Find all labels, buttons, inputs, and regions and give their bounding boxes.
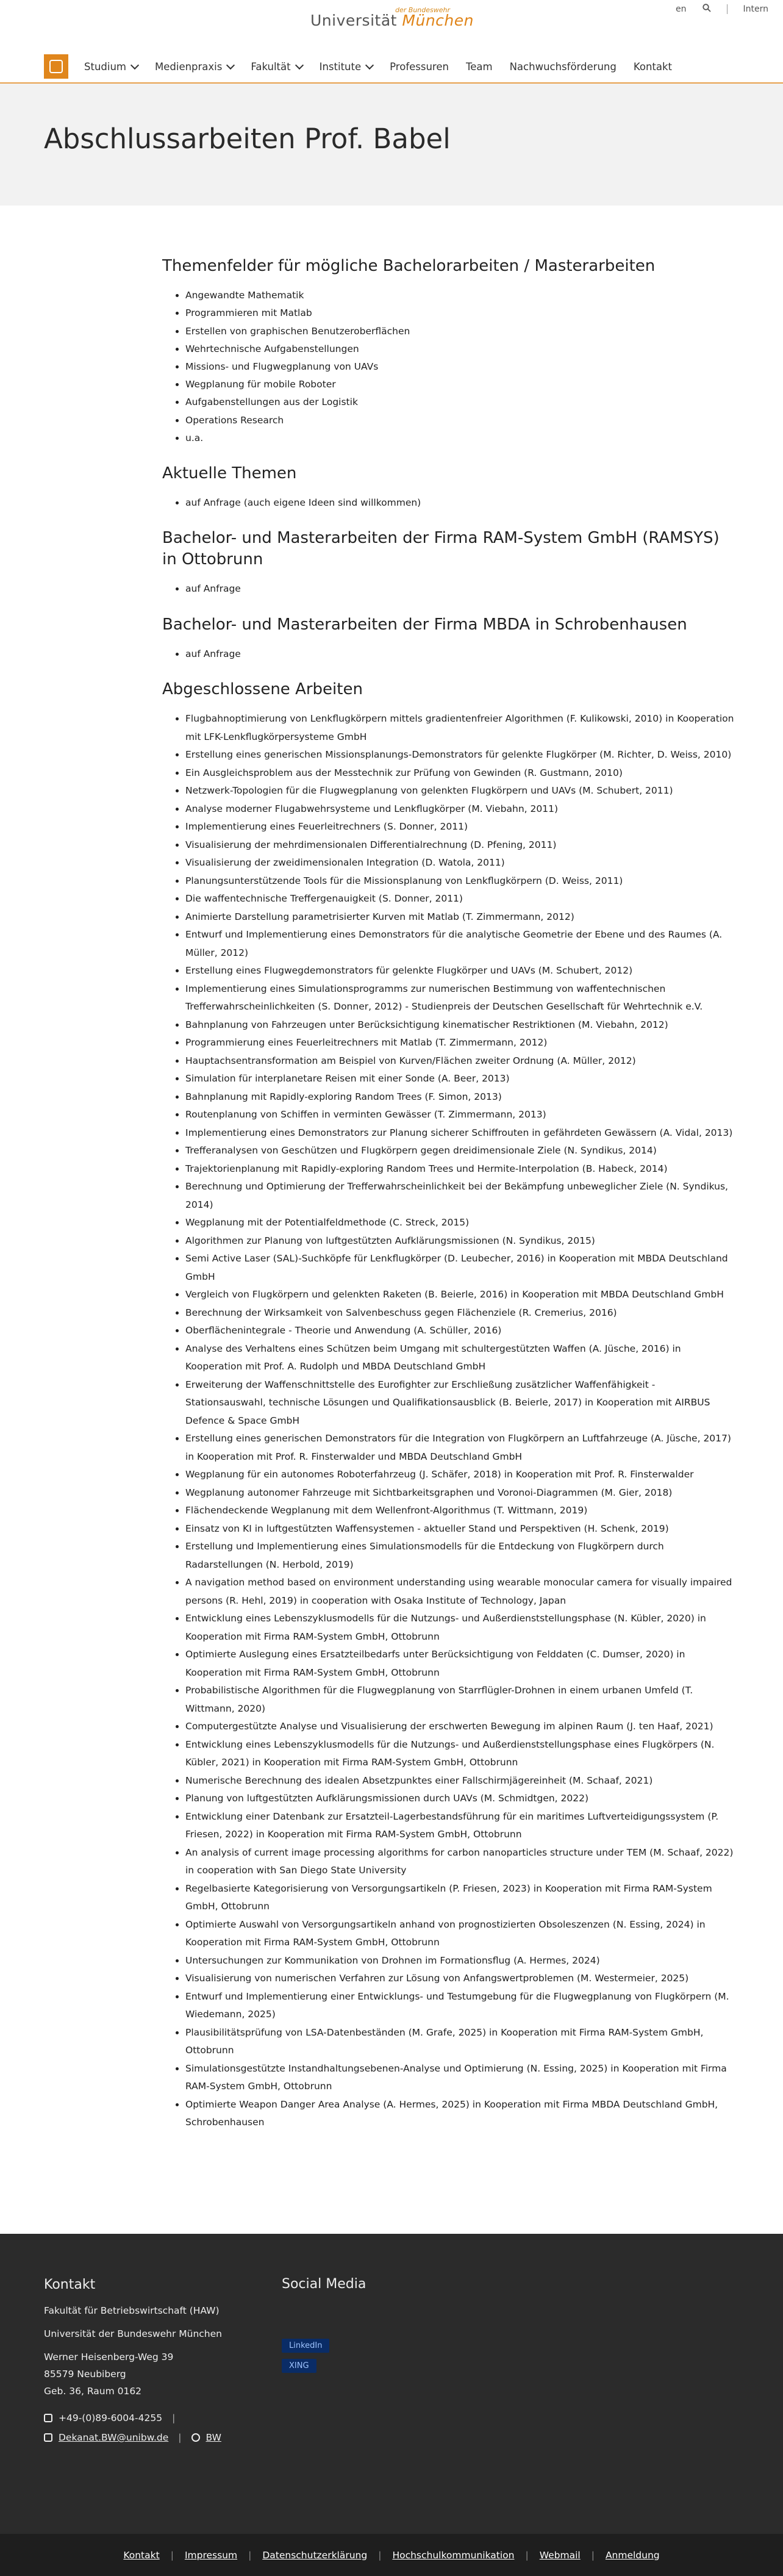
list-item: • Erstellen von graphischen Benutzeroberflächen [185, 323, 735, 340]
nav-item-kontakt[interactable] [634, 61, 672, 73]
footer-social-title: Social Media [282, 2276, 366, 2292]
phone-icon [44, 2414, 52, 2422]
nav-item-label: Professuren [390, 60, 449, 73]
list-item: • Trajektorienplanung mit Rapidly-exploring Random Trees und Hermite-Interpolation (B. Habeck, 2014) [185, 1160, 735, 1179]
link-separator: | [378, 2549, 382, 2561]
logo-university: Universität [310, 12, 397, 29]
list-item: • Erstellung eines Flugwegdemonstrators für gelenkte Flugkörper und UAVs (M. Schubert, 2012) [185, 962, 735, 980]
list-item: • Optimierte Auswahl von Versorgungsartikeln anhand von prognostizierten Obsoleszenzen (N. Essing, 2024) in Kooperation mit Firma RAM-System GmbH, Ottobrunn [185, 1916, 735, 1952]
list-item: • Wegplanung für ein autonomes Roboterfahrzeug (J. Schäfer, 2018) in Kooperation mit Prof. R. Finsterwalder [185, 1466, 735, 1484]
section-list [162, 580, 735, 598]
divider [727, 4, 728, 14]
list-item: • Aufgabenstellungen aus der Logistik [185, 393, 735, 411]
list-item: • Bahnplanung mit Rapidly-exploring Random Trees (F. Simon, 2013) [185, 1088, 735, 1107]
list-item: • u.a. [185, 429, 735, 447]
footer [0, 2234, 783, 2534]
footer-email[interactable]: Dekanat.BW@unibw.de [59, 2432, 169, 2443]
list-item: • Erstellung eines generischen Missionsplanungs-Demonstrators für gelenkte Flugkörper (M. Richter, D. Weiss, 2010) [185, 746, 735, 764]
list-item: • Simulationsgestützte Instandhaltungsebenen-Analyse und Optimierung (N. Essing, 2025) in Kooperation mit Firma RAM-System GmbH, Ottobrunn [185, 2060, 735, 2096]
home-icon[interactable] [44, 54, 68, 79]
list-item: • Erstellung eines generischen Demonstrators für die Integration von Flugkörpern an Luftfahrzeuge (A. Jüsche, 2017) in Kooperation mit Prof. R. Finsterwalder und MBDA Deutschland GmbH [185, 1430, 735, 1466]
footer-phone-row: +49-(0)89-6004-4255 | [44, 2409, 263, 2427]
nav-item-team[interactable] [466, 61, 493, 73]
footer-social [282, 2276, 366, 2370]
nav-item-fakultät[interactable] [251, 61, 302, 73]
list-item: • Implementierung eines Demonstrators zur Planung sicherer Schiffrouten in gefährdeten Gewässern (A. Vidal, 2013) [185, 1124, 735, 1143]
footer-university: Universität der Bundeswehr München [44, 2328, 222, 2339]
nav-item-label: Studium [84, 60, 126, 73]
list-item: • Optimierte Auslegung eines Ersatzteilbedarfs unter Berücksichtigung von Felddaten (C. Dumser, 2020) in Kooperation mit Firma RAM-System GmbH, Ottobrunn [185, 1646, 735, 1682]
list-item: • Entwurf und Implementierung einer Entwicklungs- und Testumgebung für die Flugwegplanung von Flugkörpern (M. Wiedemann, 2025) [185, 1988, 735, 2024]
university-logo[interactable] [304, 6, 481, 29]
nav-item-label: Fakultät [251, 60, 291, 73]
list-item: • Berechnung und Optimierung der Trefferwahrscheinlichkeit bei der Bekämpfung unbeweglicher Ziele (N. Syndikus, 2014) [185, 1178, 735, 1214]
section-heading: Themenfelder für mögliche Bachelorarbeiten / Masterarbeiten [162, 257, 656, 275]
footer-contact [44, 2276, 263, 2446]
list-item: • Planung von luftgestützten Aufklärungsmissionen durch UAVs (M. Schmidtgen, 2022) [185, 1790, 735, 1808]
list-item: • auf Anfrage (auch eigene Ideen sind willkommen) [185, 494, 735, 512]
list-item: • Implementierung eines Feuerleitrechners (S. Donner, 2011) [185, 818, 735, 836]
section-list [162, 287, 735, 447]
social-links [282, 2339, 329, 2379]
section-heading: Bachelor- und Masterarbeiten der Firma RAM-System GmbH (RAMSYS) in Ottobrunn [162, 529, 720, 569]
list-item: • Numerische Berechnung des idealen Absetzpunktes einer Fallschirmjägereinheit (M. Schaaf, 2021) [185, 1772, 735, 1790]
list-item: • Trefferanalysen von Geschützen und Flugkörpern gegen dreidimensionale Ziele (N. Syndikus, 2014) [185, 1142, 735, 1160]
list-item: • Animierte Darstellung parametrisierter Kurven mit Matlab (T. Zimmermann, 2012) [185, 908, 735, 927]
link-separator: | [170, 2549, 174, 2561]
bottom-link[interactable]: Anmeldung [605, 2549, 660, 2561]
list-item: • Die waffentechnische Treffergenauigkeit (S. Donner, 2011) [185, 890, 735, 908]
section-list [162, 645, 735, 663]
nav-items [84, 61, 672, 73]
nav-item-label: Medienpraxis [155, 60, 223, 73]
list-item: • Operations Research [185, 412, 735, 429]
nav-item-nachwuchsförderung[interactable] [510, 61, 617, 73]
list-item: • auf Anfrage [185, 580, 735, 598]
link-separator: | [248, 2549, 252, 2561]
logo-city: München [402, 12, 474, 29]
list-item: • Wegplanung mit der Potentialfeldmethode (C. Streck, 2015) [185, 1214, 735, 1232]
footer-street: Werner Heisenberg-Weg 39 [44, 2352, 174, 2363]
utility-nav [676, 4, 768, 15]
mail-icon [44, 2433, 52, 2442]
section-list [162, 710, 735, 2132]
main-content [162, 247, 735, 2148]
nav-item-medienpraxis[interactable] [155, 61, 234, 73]
list-item: • A navigation method based on environment understanding using wearable monocular camera for visually impaired persons (R. Hehl, 2019) in cooperation with Osaka Institute of Technology, Japan [185, 1574, 735, 1610]
header [0, 0, 783, 73]
section-heading: Bachelor- und Masterarbeiten der Firma MBDA in Schrobenhausen [162, 615, 687, 634]
language-switch[interactable]: en [676, 4, 687, 14]
list-item: • Wegplanung für mobile Roboter [185, 376, 735, 393]
list-item: • Angewandte Mathematik [185, 287, 735, 304]
nav-item-institute[interactable] [320, 61, 373, 73]
list-item: • Visualisierung der zweidimensionalen Integration (D. Watola, 2011) [185, 854, 735, 872]
list-item: • Programmieren mit Matlab [185, 304, 735, 322]
nav-item-label: Nachwuchsförderung [509, 60, 617, 73]
list-item: • Einsatz von KI in luftgestützten Waffensystemen - aktueller Stand und Perspektiven (H. Schenk, 2019) [185, 1520, 735, 1538]
footer-building: Geb. 36, Raum 0162 [44, 2386, 142, 2397]
chevron-down-icon [226, 61, 235, 70]
list-item: • Flächendeckende Wegplanung mit dem Wellenfront-Algorithmus (T. Wittmann, 2019) [185, 1502, 735, 1520]
list-item: • Erweiterung der Waffenschnittstelle des Eurofighter zur Erschließung zusätzlicher Waffenfähigkeit - Stationsauswahl, technische Lösungen und Qualifikationsausblick (B. Beierle, 2017) in Kooperation mit AIRBUS Defence & Space GmbH [185, 1376, 735, 1430]
globe-icon [191, 2433, 200, 2442]
nav-item-label: Team [465, 60, 493, 73]
list-item: • Algorithmen zur Planung von luftgestützten Aufklärungsmissionen (N. Syndikus, 2015) [185, 1232, 735, 1250]
section-heading: Aktuelle Themen [162, 464, 297, 483]
nav-item-label: Institute [319, 60, 362, 73]
list-item: • Untersuchungen zur Kommunikation von Drohnen im Formationsflug (A. Hermes, 2024) [185, 1952, 735, 1970]
list-item: • Bahnplanung von Fahrzeugen unter Berücksichtigung kinematischer Restriktionen (M. Viebahn, 2012) [185, 1016, 735, 1035]
list-item: • Programmierung eines Feuerleitrechners mit Matlab (T. Zimmermann, 2012) [185, 1034, 735, 1052]
search-icon[interactable] [703, 4, 711, 15]
list-item: • Netzwerk-Topologien für die Flugwegplanung von gelenkten Flugkörpern und UAVs (M. Schubert, 2011) [185, 782, 735, 800]
list-item: • Flugbahnoptimierung von Lenkflugkörpern mittels gradientenfreier Algorithmen (F. Kulikowski, 2010) in Kooperation mit LFK-Lenkflugkörpersysteme GmbH [185, 710, 735, 746]
list-item: • Ein Ausgleichsproblem aus der Messtechnik zur Prüfung von Gewinden (R. Gustmann, 2010) [185, 764, 735, 783]
list-item: • Visualisierung der mehrdimensionalen Differentialrechnung (D. Pfening, 2011) [185, 836, 735, 855]
bottom-link[interactable]: Impressum [184, 2549, 238, 2561]
footer-org: Fakultät für Betriebswirtschaft (HAW) [44, 2305, 220, 2316]
list-item: • Computergestützte Analyse und Visualisierung der erschwerten Bewegung im alpinen Raum (J. ten Haaf, 2021) [185, 1718, 735, 1736]
list-item: • Entwurf und Implementierung eines Demonstrators für die analytische Geometrie der Ebene und des Raumes (A. Müller, 2012) [185, 926, 735, 962]
page-title: Abschlussarbeiten Prof. Babel [44, 123, 451, 155]
main-nav [44, 52, 783, 81]
list-item: • Optimierte Weapon Danger Area Analyse (A. Hermes, 2025) in Kooperation mit Firma MBDA Deutschland GmbH, Schrobenhausen [185, 2096, 735, 2132]
list-item: • Analyse des Verhaltens eines Schützen beim Umgang mit schultergestützten Waffen (A. Jüsche, 2016) in Kooperation mit Prof. A. Rudolph und MBDA Deutschland GmbH [185, 1340, 735, 1376]
footer-city: 85579 Neubiberg [44, 2369, 126, 2380]
list-item: • Hauptachsentransformation am Beispiel von Kurven/Flächen zweiter Ordnung (A. Müller, 2012) [185, 1052, 735, 1071]
list-item: • Entwicklung einer Datenbank zur Ersatzteil-Lagerbestandsführung für ein maritimes Luftverteidigungssystem (P. Friesen, 2022) in Kooperation mit Firma RAM-System GmbH, Ottobrunn [185, 1808, 735, 1844]
footer-web[interactable]: BW [206, 2432, 221, 2443]
bottom-links [0, 2534, 783, 2576]
list-item: • Missions- und Flugwegplanung von UAVs [185, 358, 735, 376]
list-item: • Entwicklung eines Lebenszyklusmodells für die Nutzungs- und Außerdienststellungsphase (N. Kübler, 2020) in Kooperation mit Firma RAM-System GmbH, Ottobrunn [185, 1610, 735, 1646]
list-item: • Semi Active Laser (SAL)-Suchköpfe für Lenkflugkörper (D. Leubecher, 2016) in Kooperation mit MBDA Deutschland GmbH [185, 1250, 735, 1286]
section-heading: Abgeschlossene Arbeiten [162, 680, 363, 698]
list-item: • Erstellung und Implementierung eines Simulationsmodells für die Entdeckung von Flugkörpern durch Radarstellungen (N. Herbold, 2019) [185, 1538, 735, 1574]
list-item: • Vergleich von Flugkörpern und gelenkten Raketen (B. Beierle, 2016) in Kooperation mit MBDA Deutschland GmbH [185, 1286, 735, 1304]
nav-item-professuren[interactable] [390, 61, 449, 73]
list-item: • Plausibilitätsprüfung von LSA-Datenbeständen (M. Grafe, 2025) in Kooperation mit Firma RAM-System GmbH, Ottobrunn [185, 2024, 735, 2060]
bottom-link[interactable]: Kontakt [123, 2549, 160, 2561]
list-item: • Wehrtechnische Aufgabenstellungen [185, 340, 735, 358]
bottom-link[interactable]: Datenschutzerklärung [262, 2549, 368, 2561]
bottom-link[interactable]: Hochschulkommunikation [392, 2549, 515, 2561]
nav-item-label: Kontakt [633, 60, 673, 73]
social-link-xing[interactable]: XING [282, 2359, 316, 2373]
footer-email-row: Dekanat.BW@unibw.de | BW [44, 2429, 263, 2446]
list-item: • Routenplanung von Schiffen in verminten Gewässer (T. Zimmermann, 2013) [185, 1106, 735, 1124]
list-item: • Wegplanung autonomer Fahrzeuge mit Sichtbarkeitsgraphen und Voronoi-Diagrammen (M. Gier, 2018) [185, 1484, 735, 1502]
nav-item-studium[interactable] [84, 61, 138, 73]
intern-link[interactable]: Intern [743, 4, 768, 14]
link-separator: | [591, 2549, 595, 2561]
footer-phone[interactable]: +49-(0)89-6004-4255 [59, 2413, 163, 2424]
list-item: • Berechnung der Wirksamkeit von Salvenbeschuss gegen Flächenziele (R. Cremerius, 2016) [185, 1304, 735, 1322]
list-item: • An analysis of current image processing algorithms for carbon nanoparticles structure under TEM (M. Schaaf, 2022) in cooperation with San Diego State University [185, 1844, 735, 1880]
list-item: • Analyse moderner Flugabwehrsysteme und Lenkflugkörper (M. Viebahn, 2011) [185, 800, 735, 819]
footer-contact-title: Kontakt [44, 2277, 96, 2292]
list-item: • Probabilistische Algorithmen für die Flugwegplanung von Starrflügler-Drohnen in einem urbanen Umfeld (T. Wittmann, 2020) [185, 1682, 735, 1718]
page-hero [0, 84, 783, 206]
logo-subtitle: der Bundeswehr [395, 6, 450, 14]
section-list [162, 494, 735, 512]
list-item: • Entwicklung eines Lebenszyklusmodells für die Nutzungs- und Außerdienststellungsphase eines Flugkörpers (N. Kübler, 2021) in Kooperation mit Firma RAM-System GmbH, Ottobrunn [185, 1736, 735, 1772]
chevron-down-icon [130, 61, 139, 70]
social-link-linkedin[interactable]: LinkedIn [282, 2339, 329, 2353]
chevron-down-icon [295, 61, 304, 70]
list-item: • Implementierung eines Simulationsprogramms zur numerischen Bestimmung von waffentechnischen Trefferwahrscheinlichkeiten (S. Donner, 2012) - Studienpreis der Deutschen Gesellschaft für Wehrtechnik e.V. [185, 980, 735, 1016]
link-separator: | [525, 2549, 529, 2561]
list-item: • Oberflächenintegrale - Theorie und Anwendung (A. Schüller, 2016) [185, 1322, 735, 1340]
bottom-link[interactable]: Webmail [539, 2549, 581, 2561]
list-item: • Planungsunterstützende Tools für die Missionsplanung von Lenkflugkörpern (D. Weiss, 2011) [185, 872, 735, 891]
chevron-down-icon [365, 61, 374, 70]
list-item: • Visualisierung von numerischen Verfahren zur Lösung von Anfangswertproblemen (M. Westermeier, 2025) [185, 1970, 735, 1988]
list-item: • Regelbasierte Kategorisierung von Versorgungsartikeln (P. Friesen, 2023) in Kooperation mit Firma RAM-System GmbH, Ottobrunn [185, 1880, 735, 1916]
list-item: • Simulation für interplanetare Reisen mit einer Sonde (A. Beer, 2013) [185, 1070, 735, 1088]
list-item: • auf Anfrage [185, 645, 735, 663]
